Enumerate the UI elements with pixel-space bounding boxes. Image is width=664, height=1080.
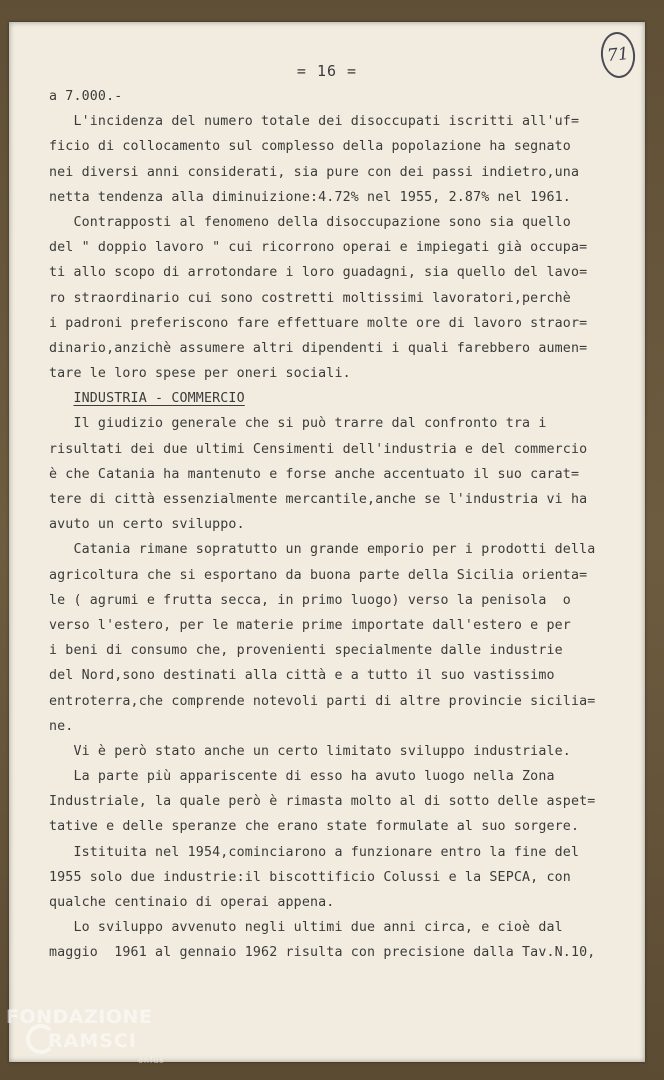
text-line: maggio 1961 al gennaio 1962 risulta con precisione dalla Tav.N.10,	[49, 945, 596, 961]
text-line: è che Catania ha mantenuto e forse anche accentuato il suo carat=	[49, 466, 580, 482]
text-line: del Nord,sono destinati alla città e a tutto il suo vastissimo	[49, 668, 555, 684]
section-heading: INDUSTRIA - COMMERCIO	[73, 391, 245, 407]
text-line: tare le loro spese per oneri sociali.	[49, 366, 351, 382]
text-line: Lo sviluppo avvenuto negli ultimi due anni circa, e cioè dal	[49, 920, 563, 936]
typewritten-text	[49, 84, 629, 966]
text-line: La parte più appariscente di esso ha avuto luogo nella Zona	[49, 769, 555, 785]
archive-number: 71	[606, 43, 630, 67]
text-line: Contrapposti al fenomeno della disoccupazione sono sia quello	[49, 214, 571, 230]
watermark-line2: RAMSCI	[48, 1030, 137, 1052]
text-line: entroterra,che comprende notevoli parti di altre provincie sicilia=	[49, 693, 596, 709]
text-line: qualche centinaio di operai appena.	[49, 895, 335, 910]
text-line: verso l'estero, per le materie prime importate dall'estero e per	[49, 617, 571, 633]
watermark-line1: FONDAZIONE	[6, 1006, 153, 1028]
text-line: 1955 solo due industrie:il biscottificio Colussi e la SEPCA, con	[49, 869, 571, 885]
text-line: nei diversi anni considerati, sia pure con dei passi indietro,una	[49, 164, 580, 180]
page-number: = 16 =	[296, 62, 358, 80]
text-line: risultati dei due ultimi Censimenti dell'industria e del commercio	[49, 441, 588, 457]
text-line: netta tendenza alla diminuizione:4.72% nel 1955, 2.87% nel 1961.	[49, 189, 571, 205]
text-line: L'incidenza del numero totale dei disoccupati iscritti all'uf=	[49, 114, 580, 130]
fondazione-gramsci-watermark	[6, 1004, 206, 1074]
text-line: ro straordinario cui sono costretti moltissimi lavoratori,perchè	[49, 290, 571, 306]
document-page	[9, 22, 645, 1062]
text-line: i beni di consumo che, provenienti specialmente dalle industrie	[49, 643, 563, 659]
text-line: ne.	[49, 718, 74, 734]
text-line: avuto un certo sviluppo.	[49, 517, 245, 533]
text-line: agricoltura che si esportano da buona parte della Sicilia orienta=	[49, 567, 588, 583]
text-line: Industriale, la quale però è rimasta molto al di sotto delle aspet=	[49, 794, 596, 810]
text-line: ficio di collocamento sul complesso della popolazione ha segnato	[49, 139, 571, 155]
text-line: i padroni preferiscono fare effettuare molte ore di lavoro straor=	[49, 315, 588, 331]
text-line: del " doppio lavoro " cui ricorrono operai e impiegati già occupa=	[49, 240, 588, 256]
text-line: ti allo scopo di arrotondare i loro guadagni, sia quello del lavo=	[49, 265, 588, 281]
text-line: Istituita nel 1954,cominciarono a funzionare entro la fine del	[49, 844, 580, 860]
text-line: Catania rimane sopratutto un grande emporio per i prodotti della	[49, 542, 596, 558]
text-line: a 7.000.-	[49, 89, 123, 104]
text-line: le ( agrumi e frutta secca, in primo luogo) verso la penisola o	[49, 592, 571, 608]
text-line: tative e delle speranze che erano state formulate al suo sorgere.	[49, 819, 580, 835]
text-line: Vi è però stato anche un certo limitato sviluppo industriale.	[49, 743, 571, 759]
text-line: Il giudizio generale che si può trarre dal confronto tra i	[49, 416, 547, 432]
text-line: tere di città essenzialmente mercantile,anche se l'industria vi ha	[49, 492, 588, 507]
watermark-onlus: onlus	[138, 1056, 165, 1065]
text-line: dinario,anzichè assumere altri dipendenti i quali farebbero aumen=	[49, 340, 588, 356]
